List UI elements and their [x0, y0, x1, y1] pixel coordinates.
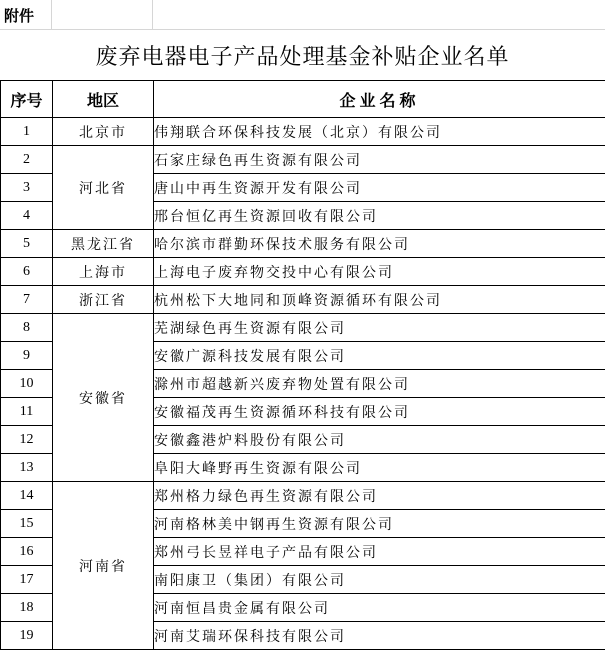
enterprise-table: [0, 80, 605, 650]
enterprise-name: 郑州格力绿色再生资源有限公司: [154, 482, 605, 510]
grid-cell-b1[interactable]: [52, 0, 153, 30]
spreadsheet-header-row: [0, 0, 605, 30]
row-number: 4: [1, 202, 53, 230]
row-number: 6: [1, 258, 53, 286]
enterprise-name: 芜湖绿色再生资源有限公司: [154, 314, 605, 342]
header-name: 企业名称: [154, 81, 605, 118]
row-number: 3: [1, 174, 53, 202]
table-row: [1, 118, 605, 146]
enterprise-name: 唐山中再生资源开发有限公司: [154, 174, 605, 202]
region-cell: 安徽省: [53, 314, 154, 482]
enterprise-name: 滁州市超越新兴废弃物处置有限公司: [154, 370, 605, 398]
enterprise-name: 安徽鑫港炉料股份有限公司: [154, 426, 605, 454]
region-cell: 浙江省: [53, 286, 154, 314]
enterprise-name: 安徽福茂再生资源循环科技有限公司: [154, 398, 605, 426]
table-row: [1, 258, 605, 286]
enterprise-name: 邢台恒亿再生资源回收有限公司: [154, 202, 605, 230]
region-cell: 上海市: [53, 258, 154, 286]
table-row: [1, 146, 605, 174]
page-title: 废弃电器电子产品处理基金补贴企业名单: [95, 45, 510, 70]
row-number: 1: [1, 118, 53, 146]
row-number: 7: [1, 286, 53, 314]
region-cell: 北京市: [53, 118, 154, 146]
row-number: 13: [1, 454, 53, 482]
enterprise-name: 河南艾瑞环保科技有限公司: [154, 622, 605, 650]
row-number: 14: [1, 482, 53, 510]
enterprise-name: 伟翔联合环保科技发展（北京）有限公司: [154, 118, 605, 146]
header-no: 序号: [1, 81, 53, 118]
table-body: [1, 118, 605, 650]
row-number: 11: [1, 398, 53, 426]
header-region: 地区: [53, 81, 154, 118]
row-number: 18: [1, 594, 53, 622]
enterprise-name: 上海电子废弃物交投中心有限公司: [154, 258, 605, 286]
enterprise-name: 河南恒昌贵金属有限公司: [154, 594, 605, 622]
table-row: [1, 230, 605, 258]
region-cell: 黑龙江省: [53, 230, 154, 258]
grid-cell-c1[interactable]: [153, 0, 605, 30]
row-number: 19: [1, 622, 53, 650]
enterprise-name: 石家庄绿色再生资源有限公司: [154, 146, 605, 174]
enterprise-name: 河南格林美中钢再生资源有限公司: [154, 510, 605, 538]
enterprise-name: 杭州松下大地同和顶峰资源循环有限公司: [154, 286, 605, 314]
enterprise-name: 郑州弓长昱祥电子产品有限公司: [154, 538, 605, 566]
row-number: 9: [1, 342, 53, 370]
row-number: 2: [1, 146, 53, 174]
enterprise-name: 哈尔滨市群勤环保技术服务有限公司: [154, 230, 605, 258]
enterprise-name: 安徽广源科技发展有限公司: [154, 342, 605, 370]
row-number: 5: [1, 230, 53, 258]
table-header-row: [1, 81, 605, 118]
row-number: 12: [1, 426, 53, 454]
row-number: 16: [1, 538, 53, 566]
enterprise-name: 阜阳大峰野再生资源有限公司: [154, 454, 605, 482]
row-number: 17: [1, 566, 53, 594]
enterprise-name: 南阳康卫（集团）有限公司: [154, 566, 605, 594]
row-number: 15: [1, 510, 53, 538]
table-row: [1, 482, 605, 510]
table-row: [1, 286, 605, 314]
attachment-label: 附件: [4, 7, 35, 25]
region-cell: 河北省: [53, 146, 154, 230]
row-number: 8: [1, 314, 53, 342]
row-number: 10: [1, 370, 53, 398]
region-cell: 河南省: [53, 482, 154, 650]
table-row: [1, 314, 605, 342]
